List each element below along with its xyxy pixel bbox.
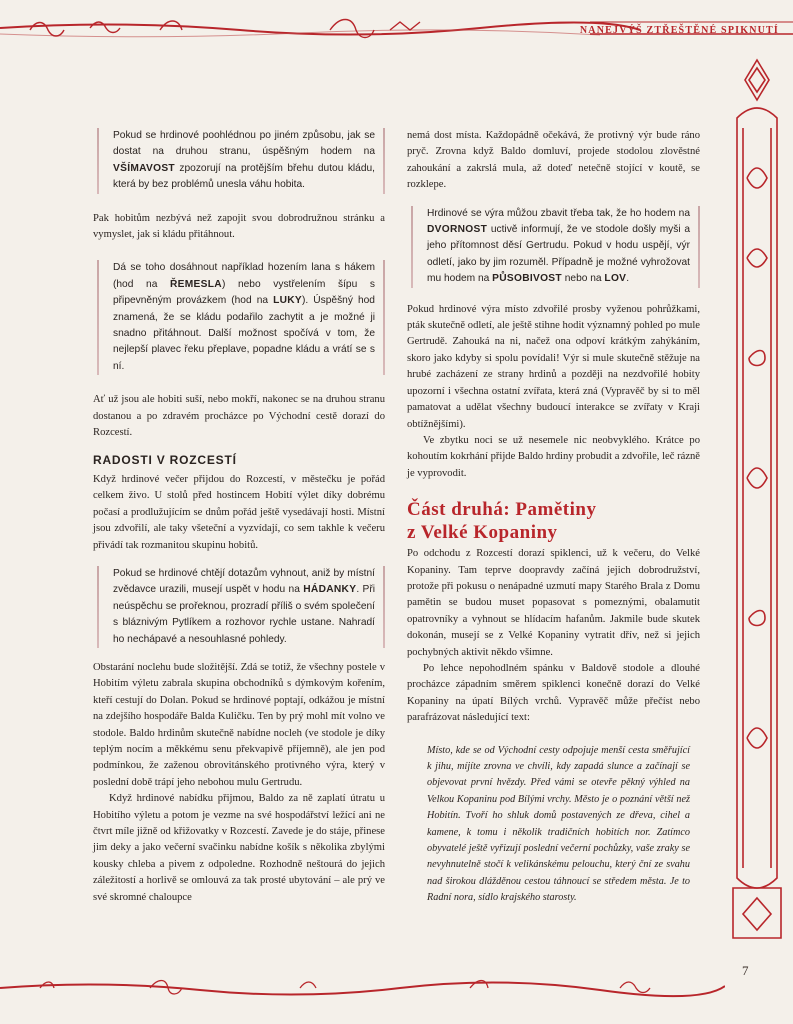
body-paragraph: Ve zbytku noci se už nesemele nic neobvyklého. Krátce po kohoutím kokrhání přijde Baldo hrdiny probudit a zdvořile, leč rázně je vyprovodit. (407, 434, 701, 479)
gm-note-box: Dá se toho dosáhnout například hozením lana s hákem (hod na ŘEMESLA) nebo vystřelením šípu s připevněným provázkem (hod na LUKY). Úspěšný hod znamená, že se kládu podařilo zachytit a je možné ji snadno přitáhnout. Další možnost spočívá v tom, že nejlepší plavec řeku přeplave, popadne kládu a vrátí se s ní. (93, 260, 385, 375)
left-column (93, 128, 385, 906)
chapter-heading-line-1: Část druhá: Pamětiny (407, 499, 597, 521)
body-paragraph: Ať už jsou ale hobiti suší, nebo mokří, nakonec se na druhou stranu dostanou a po zdravém procházce po Východní cestě dorazí do Rozcestí. (93, 394, 385, 439)
skill-name: VŠÍMAVOST (113, 162, 175, 174)
body-paragraph: Pokud hrdinové výra místo zdvořilé prosby vyženou pohrůžkami, pták skutečně odletí, ale ještě stihne hodit významný pohled po mule Gertrudě. Zahouká na ni, načež ona odpoví krátkým zahýkáním, skoro jako kdyby si spolu povídali! Výr si mule skutečně stěžuje na hrubé zacházení ze strany hrdinů a později na nezdvořilé hobity upozorní i všechna ostatní zvířata, která zná (Vypravěč by si to měl pamatovat a udělat všechny budoucí interakce se zvířaty v Kraji obtížnějšími). (407, 303, 700, 430)
bottom-ornamental-border (0, 968, 725, 1008)
body-paragraph: Po lehce nepohodlném spánku v Baldově stodole a dlouhé procházce západním směrem spiklenci konečně dorazí do Velké Kopaniny na úpatí Bílých vrchů. Vypravěč může přečíst nebo parafrázovat následující text: (407, 662, 700, 724)
body-paragraph: Obstarání noclehu bude složitější. Zdá se totiž, že všechny postele v Hobitím výletu zabrala skupina obchodníků s dýmkovým kořením, kteří cestují do Dolan. Pokud se hrdinové poptají, odkážou je místní na zdejšího hospodáře Balda Kuličku. Ten by prý mohl mít volno ve stodole. Baldo hrdinům skutečně nabídne nocleh (ve stodole je díky teplým nocím a měkkému senu překvapivě příjemně), ale jen pod podmínkou, že zaženou obrovitánského protivného výra, který v poslední době trápí jeho nebohou mulu Gertrudu. (93, 661, 385, 788)
gm-note-box: Pokud se hrdinové poohlédnou po jiném způsobu, jak se dostat na druhou stranu, úspěšným hodem na VŠÍMAVOST zpozorují na protějším břehu dutou kládu, která by bez problémů unesla váhu hobita. (93, 128, 385, 194)
gm-note-box: Pokud se hrdinové chtějí dotazům vyhnout, aniž by místní zvědavce urazili, musejí uspět v hodu na HÁDANKY. Při neúspěchu se prořeknou, prozradí příliš o svém společení s bláznivým Pytlíkem a rozhovor rychle ustane. Nahradí ho nechápavé a nesouhlasné pohledy. (93, 566, 385, 648)
gm-note-box: Hrdinové se výra můžou zbavit třeba tak, že ho hodem na DVORNOST uctivě informují, že ve stodole došly myši a jeho přítomnost děsí Gertrudu. Pokud v hodu uspějí, výr odletí, jako by jim rozuměl. Případně je možné vyhrožovat mu hodem na PŮSOBIVOST nebo na LOV. (407, 206, 700, 288)
right-column (407, 128, 700, 907)
section-heading: RADOSTI V ROZCESTÍ (93, 452, 237, 467)
page-number: 7 (742, 963, 749, 978)
body-paragraph: Po odchodu z Rozcestí dorazí spiklenci, už k večeru, do Velké Kopaniny. Tam teprve doopravdy začíná jejich dobrodružství, protože při pokusu o nenápadné uzmutí mapy Starého Brala z Domu pamětin se budou muset popasovat s pomeznými, obalamutit opatrovníky a vyhnout se hlídacím hafanům. Jakmile bude skutek dokonán, musejí se z Velké Kopaniny vytratit dřív, než si jejich pochybných aktivit někdo všimne. (407, 548, 700, 658)
skill-name: ŘEMESLA (170, 278, 222, 290)
skill-name: DVORNOST (427, 224, 488, 236)
body-paragraph: Když hrdinové večer přijdou do Rozcestí, v městečku je pořád celkem živo. U stolů před hostincem Hobití výlet díky dobrému počasí a prodlužujícím se dnům pořád ještě vysedávají hosti. Místní jsou zdvořilí, ale taky všeteční a vyzvídají, co sem takhle k večeru přivádí tak rozmanitou skupinu hobitů. (93, 473, 385, 551)
skill-name: PŮSOBIVOST (492, 273, 562, 285)
side-ornamental-column (725, 58, 789, 1018)
body-paragraph: nemá dost místa. Každopádně očekává, že protivný výr bude ráno pryč. Zrovna když Baldo domluví, projede stodolou zlověstné zahoukání a zakrslá mula, až doteď netečně stojící v koutě, se rozklepe. (407, 130, 700, 191)
body-paragraph: Když hrdinové nabídku přijmou, Baldo za ně zaplatí útratu u Hobitího výletu a potom je vezme na své hospodářství ležící ani ne čtvrt míle jižně od křižovatky v Rozcestí. Zavede je do stáje, přinese jim deky a jako večerní svačinku nabídne košík s několika zbylými kousky chleba a pivem z odpoledne. Rozhodně neštourá do jejich záležitostí a horlivě se omlouvá za tak prosté ubytování – ale prý ve své skromné chaloupce (93, 793, 385, 903)
chapter-heading-line-2: z Velké Kopaniny (407, 522, 558, 544)
chapter-heading (407, 500, 700, 542)
read-aloud-text: Místo, kde se od Východní cesty odpojuje menší cesta směřující k jihu, míjíte zrovna ve chvíli, kdy zapadá slunce a začínají se objevovat první hvězdy. Před vámi se otevře pěkný výhled na Velkou Kopaninu pod Bílými vrchy. Město je o poznání větší než Hobitín. Tvoří ho shluk domů postavených ze dřeva, cihel a kamene, k tomu i několik tradičních hobitích nor. Zatímco obyvatelé ještě vyřizují poslední večerní pochůzky, vaše zraky se nevyhnutelně stočí k velikánskému pelouchu, který ční ze svahu nad širokou dlážděnou cestou táhnoucí se středem města. Je to Radní nora, sídlo krajského starosty. (427, 744, 690, 904)
body-paragraph: Pak hobitům nezbývá než zapojit svou dobrodružnou stránku a vymyslet, jak si kládu přitáhnout. (93, 212, 385, 241)
skill-name: HÁDANKY (303, 584, 357, 596)
skill-name: LUKY (273, 295, 303, 307)
skill-name: LOV (604, 273, 627, 285)
chapter-running-header: NANEJVÝŠ ZTŘEŠTĚNÉ SPIKNUTÍ (579, 25, 779, 36)
